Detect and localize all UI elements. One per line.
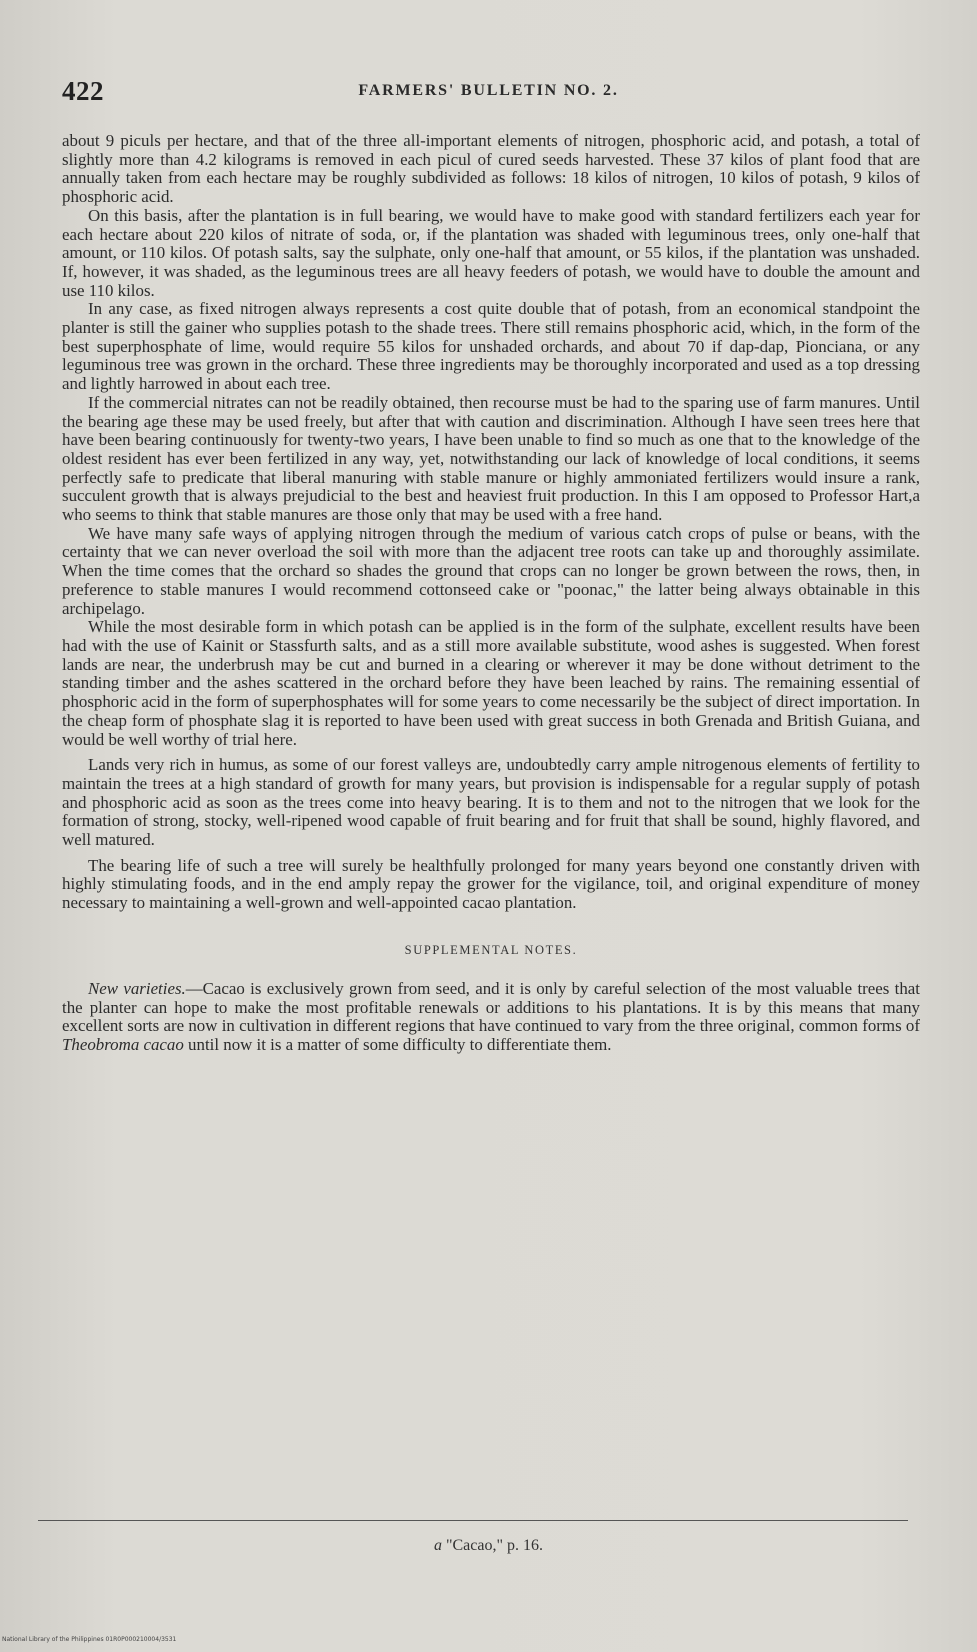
section-heading-supplemental-notes: SUPPLEMENTAL NOTES. bbox=[404, 942, 578, 957]
paragraph-4: If the commercial nitrates can not be readily obtained, then recourse must be had to the sparing use of farm manures. Until the bearing age these may be used freely, but after that with caution and discrimination. Although I have seen trees here that have been bearing continuously for twenty-two years, I have been unable to find so much as one that to the knowledge of the oldest resident has ever been fertilized in any way, yet, notwithstanding our lack of knowledge of local conditions, it seems perfectly safe to predicate that liberal manuring with stable manure or highly ammoniated fertilizers would insure a rank, succulent growth that is always prejudicial to the best and heaviest fruit production. In this I am opposed to Professor Hart,a who seems to think that stable manures are those only that may be used with a free hand. bbox=[62, 392, 920, 525]
body-text bbox=[62, 132, 920, 1055]
species-name: Theobroma cacao bbox=[62, 1034, 184, 1054]
paragraph-8: The bearing life of such a tree will surely be healthfully prolonged for many years beyond one constantly driven with highly stimulating foods, and in the end amply repay the grower for the vigilance, toil, and original expenditure of money necessary to maintaining a well-grown and well-appointed cacao plantation. bbox=[62, 855, 920, 913]
paragraph-5: We have many safe ways of applying nitrogen through the medium of various catch crops of pulse or beans, with the certainty that we can never overload the soil with more than the adjacent tree roots can take up and thoroughly assimilate. When the time comes that the orchard so shades the ground that crops can no longer be grown between the rows, then, in preference to stable manures I would recommend cottonseed cake or "poonac," the latter being always obtainable in this archipelago. bbox=[62, 523, 920, 618]
footnote-text: "Cacao," p. 16. bbox=[441, 1537, 544, 1554]
lead-in-new-varieties: New varieties. bbox=[88, 978, 186, 998]
supplemental-text-part-2: until now it is a matter of some difficulty to differentiate them. bbox=[183, 1034, 612, 1054]
footnote bbox=[0, 1537, 977, 1555]
running-head: FARMERS' BULLETIN NO. 2. bbox=[358, 82, 619, 99]
paragraph-1: about 9 piculs per hectare, and that of the three all-important elements of nitrogen, phosphoric acid, and potash, a total of slightly more than 4.2 kilograms is removed in each picul of cured seeds harvested. These 37 kilos of plant food that are annually taken from each hectare may be roughly subdivided as follows: 18 kilos of nitrogen, 10 kilos of potash, 9 kilos of phosphoric acid. bbox=[62, 131, 920, 207]
supplemental-text-part-1: —Cacao is exclusively grown from seed, and it is only by careful selection of the most valuable trees that the planter can hope to make the most profitable renewals or additions to his plantations. It is by this means that many excellent sorts are now in cultivation in different regions that have continued to vary from the three original, common forms of bbox=[62, 978, 920, 1036]
scan-credit: National Library of the Philippines 01R0P000210004/3531 bbox=[2, 1636, 177, 1643]
supplemental-paragraph bbox=[62, 980, 920, 1055]
page-number: 422 bbox=[62, 76, 104, 106]
footnote-rule bbox=[38, 1520, 908, 1521]
paragraph-7: Lands very rich in humus, as some of our forest valleys are, undoubtedly carry ample nitrogenous elements of fertility to maintain the trees at a high standard of growth for many years, but provision is indispensable for a regular supply of potash and phosphoric acid as soon as the trees come into heavy bearing. It is to them and not to the nitrogen that we look for the formation of strong, stocky, well-ripened wood capable of fruit bearing and for fruit that shall be sound, highly flavored, and well matured. bbox=[62, 755, 920, 850]
paragraph-2: On this basis, after the plantation is in full bearing, we would have to make good with standard fertilizers each year for each hectare about 220 kilos of nitrate of soda, or, if the plantation was shaded with leguminous trees, only one-half that amount, or 110 kilos. Of potash salts, say the sulphate, only one-half that amount, or 55 kilos, if the plantation was unshaded. If, however, it was shaded, as the leguminous trees are all heavy feeders of potash, we would have to double the amount and use 110 kilos. bbox=[62, 205, 920, 300]
footnote-mark: a bbox=[433, 1537, 442, 1554]
paragraph-3: In any case, as fixed nitrogen always represents a cost quite double that of potash, from an economical standpoint the planter is still the gainer who supplies potash to the shade trees. There still remains phosphoric acid, which, in the form of the best superphosphate of lime, would require 55 kilos for unshaded orchards, and about 70 if dap-dap, Pionciana, or any leguminous tree was grown in the orchard. These three ingredients may be thoroughly incorporated and used as a top dressing and lightly harrowed in about each tree. bbox=[62, 299, 920, 394]
paragraph-6: While the most desirable form in which potash can be applied is in the form of the sulphate, excellent results have been had with the use of Kainit or Stassfurth salts, and as a still more available substitute, wood ashes is suggested. When forest lands are near, the underbrush may be cut and burned in a clearing or wherever it may be done without detriment to the standing timber and the ashes scattered in the orchard before they have been leached by rains. The remaining essential of phosphoric acid in the form of superphosphates will for some years to come necessarily be the subject of direct importation. In the cheap form of phosphate slag it is reported to have been used with great success in both Grenada and British Guiana, and would be well worthy of trial here. bbox=[62, 617, 920, 749]
